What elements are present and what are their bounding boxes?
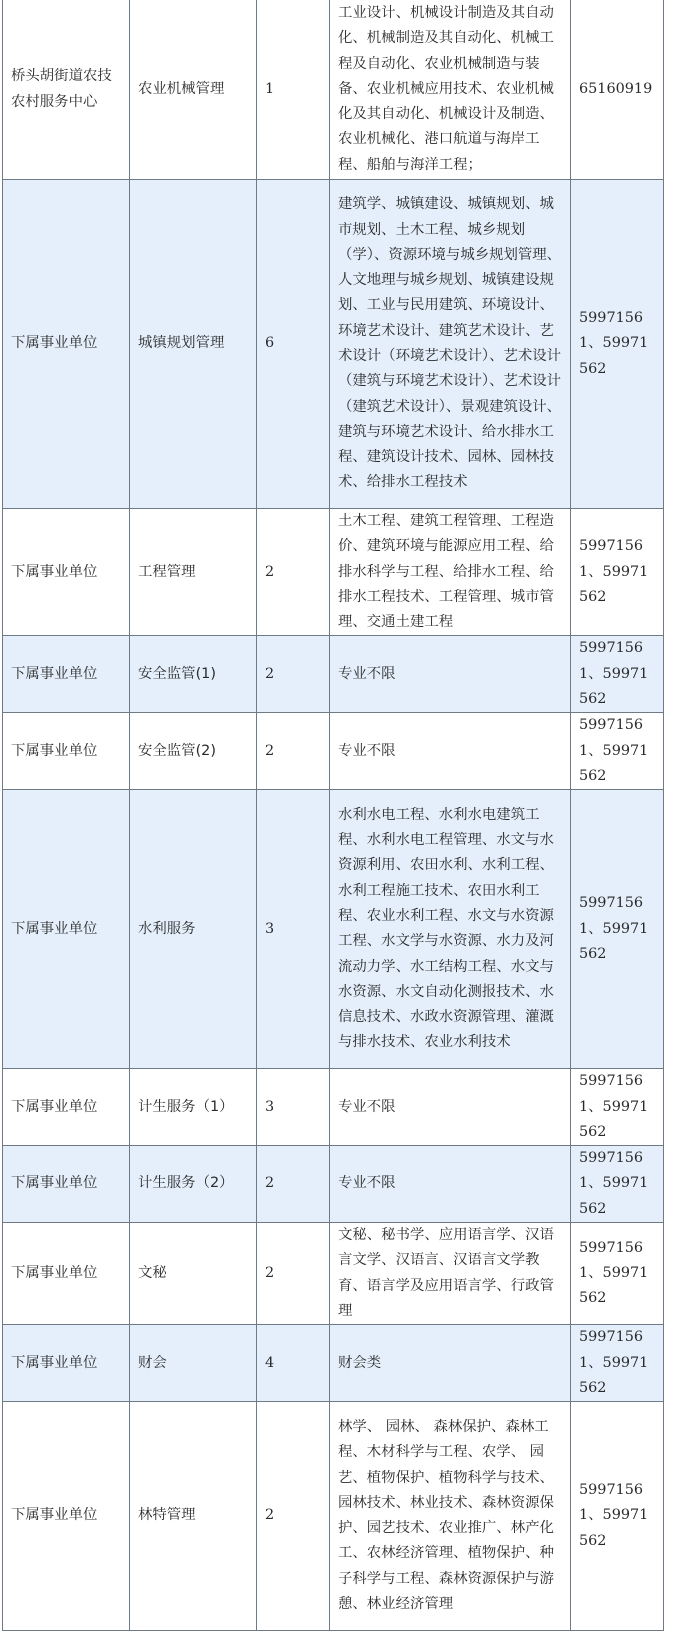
table-row <box>3 1146 664 1223</box>
position-cell: 林特管理 <box>130 1402 257 1631</box>
position-cell: 计生服务（2） <box>130 1146 257 1223</box>
recruitment-table <box>2 0 664 1631</box>
position-cell: 安全监管(2) <box>130 713 257 790</box>
unit-cell: 桥头胡街道农技农村服务中心 <box>3 0 130 180</box>
count-cell: 2 <box>257 1146 330 1223</box>
table-row <box>3 509 664 636</box>
table-row <box>3 636 664 713</box>
major-cell: 文秘、秘书学、应用语言学、汉语言文学、汉语言、汉语言文学教育、语言学及应用语言学、行政管理 <box>330 1223 571 1325</box>
position-cell: 文秘 <box>130 1223 257 1325</box>
major-cell: 水利水电工程、水利水电建筑工程、水利水电工程管理、水文与水资源利用、农田水利、水利工程、水利工程施工技术、农田水利工程、农业水利工程、水文与水资源工程、水文学与水资源、水力及河流动力学、水工结构工程、水文与水资源、水文自动化测报技术、水信息技术、水政水资源管理、灌溉与排水技术、农业水利技术 <box>330 790 571 1069</box>
phone-cell: 59971561、59971562 <box>571 509 664 636</box>
table-row <box>3 713 664 790</box>
unit-cell: 下属事业单位 <box>3 180 130 509</box>
unit-cell: 下属事业单位 <box>3 1069 130 1146</box>
count-cell: 3 <box>257 1069 330 1146</box>
count-cell: 2 <box>257 1402 330 1631</box>
major-cell: 建筑学、城镇建设、城镇规划、城市规划、土木工程、城乡规划（学）、资源环境与城乡规划管理、人文地理与城乡规划、城镇建设规划、工业与民用建筑、环境设计、环境艺术设计、建筑艺术设计、艺术设计（环境艺术设计）、艺术设计（建筑与环境艺术设计）、艺术设计（建筑艺术设计）、景观建筑设计、建筑与环境艺术设计、给水排水工程、建筑设计技术、园林、园林技术、给排水工程技术 <box>330 180 571 509</box>
position-cell: 安全监管(1) <box>130 636 257 713</box>
count-cell: 2 <box>257 636 330 713</box>
phone-cell: 59971561、59971562 <box>571 1223 664 1325</box>
major-cell: 财会类 <box>330 1325 571 1402</box>
major-cell: 林学、 园林、 森林保护、森林工程、木材科学与工程、农学、 园艺、植物保护、植物科学与技术、园林技术、林业技术、森林资源保护、园艺技术、农业推广、林产化工、农林经济管理、植物保护、种子科学与工程、森林资源保护与游憩、林业经济管理 <box>330 1402 571 1631</box>
count-cell: 2 <box>257 1223 330 1325</box>
phone-cell: 59971561、59971562 <box>571 1146 664 1223</box>
unit-cell: 下属事业单位 <box>3 1223 130 1325</box>
table-row <box>3 1402 664 1631</box>
phone-cell: 59971561、59971562 <box>571 1325 664 1402</box>
count-cell: 2 <box>257 713 330 790</box>
major-cell: 专业不限 <box>330 1146 571 1223</box>
count-cell: 6 <box>257 180 330 509</box>
unit-cell: 下属事业单位 <box>3 636 130 713</box>
major-cell: 专业不限 <box>330 1069 571 1146</box>
unit-cell: 下属事业单位 <box>3 509 130 636</box>
phone-cell: 59971561、59971562 <box>571 636 664 713</box>
unit-cell: 下属事业单位 <box>3 1146 130 1223</box>
table-row <box>3 1069 664 1146</box>
table-row <box>3 0 664 180</box>
count-cell: 2 <box>257 509 330 636</box>
table-row <box>3 1223 664 1325</box>
unit-cell: 下属事业单位 <box>3 790 130 1069</box>
unit-cell: 下属事业单位 <box>3 713 130 790</box>
unit-cell: 下属事业单位 <box>3 1325 130 1402</box>
phone-cell: 59971561、59971562 <box>571 790 664 1069</box>
major-cell: 专业不限 <box>330 636 571 713</box>
major-cell: 专业不限 <box>330 713 571 790</box>
count-cell: 3 <box>257 790 330 1069</box>
unit-cell: 下属事业单位 <box>3 1402 130 1631</box>
table-body <box>3 0 664 1631</box>
phone-cell: 65160919 <box>571 0 664 180</box>
position-cell: 计生服务（1） <box>130 1069 257 1146</box>
major-cell: 土木工程、建筑工程管理、工程造价、建筑环境与能源应用工程、给排水科学与工程、给排水工程、给排水工程技术、工程管理、城市管理、交通土建工程 <box>330 509 571 636</box>
count-cell: 4 <box>257 1325 330 1402</box>
phone-cell: 59971561、59971562 <box>571 180 664 509</box>
phone-cell: 59971561、59971562 <box>571 713 664 790</box>
position-cell: 水利服务 <box>130 790 257 1069</box>
table-row <box>3 180 664 509</box>
phone-cell: 59971561、59971562 <box>571 1402 664 1631</box>
table-row <box>3 1325 664 1402</box>
position-cell: 农业机械管理 <box>130 0 257 180</box>
table-row <box>3 790 664 1069</box>
position-cell: 工程管理 <box>130 509 257 636</box>
phone-cell: 59971561、59971562 <box>571 1069 664 1146</box>
count-cell: 1 <box>257 0 330 180</box>
position-cell: 城镇规划管理 <box>130 180 257 509</box>
major-cell: 工业设计、机械设计制造及其自动化、机械制造及其自动化、机械工程及自动化、农业机械制造与装备、农业机械应用技术、农业机械化及其自动化、机械设计及制造、农业机械化、港口航道与海岸工程、船舶与海洋工程； <box>330 0 571 180</box>
position-cell: 财会 <box>130 1325 257 1402</box>
